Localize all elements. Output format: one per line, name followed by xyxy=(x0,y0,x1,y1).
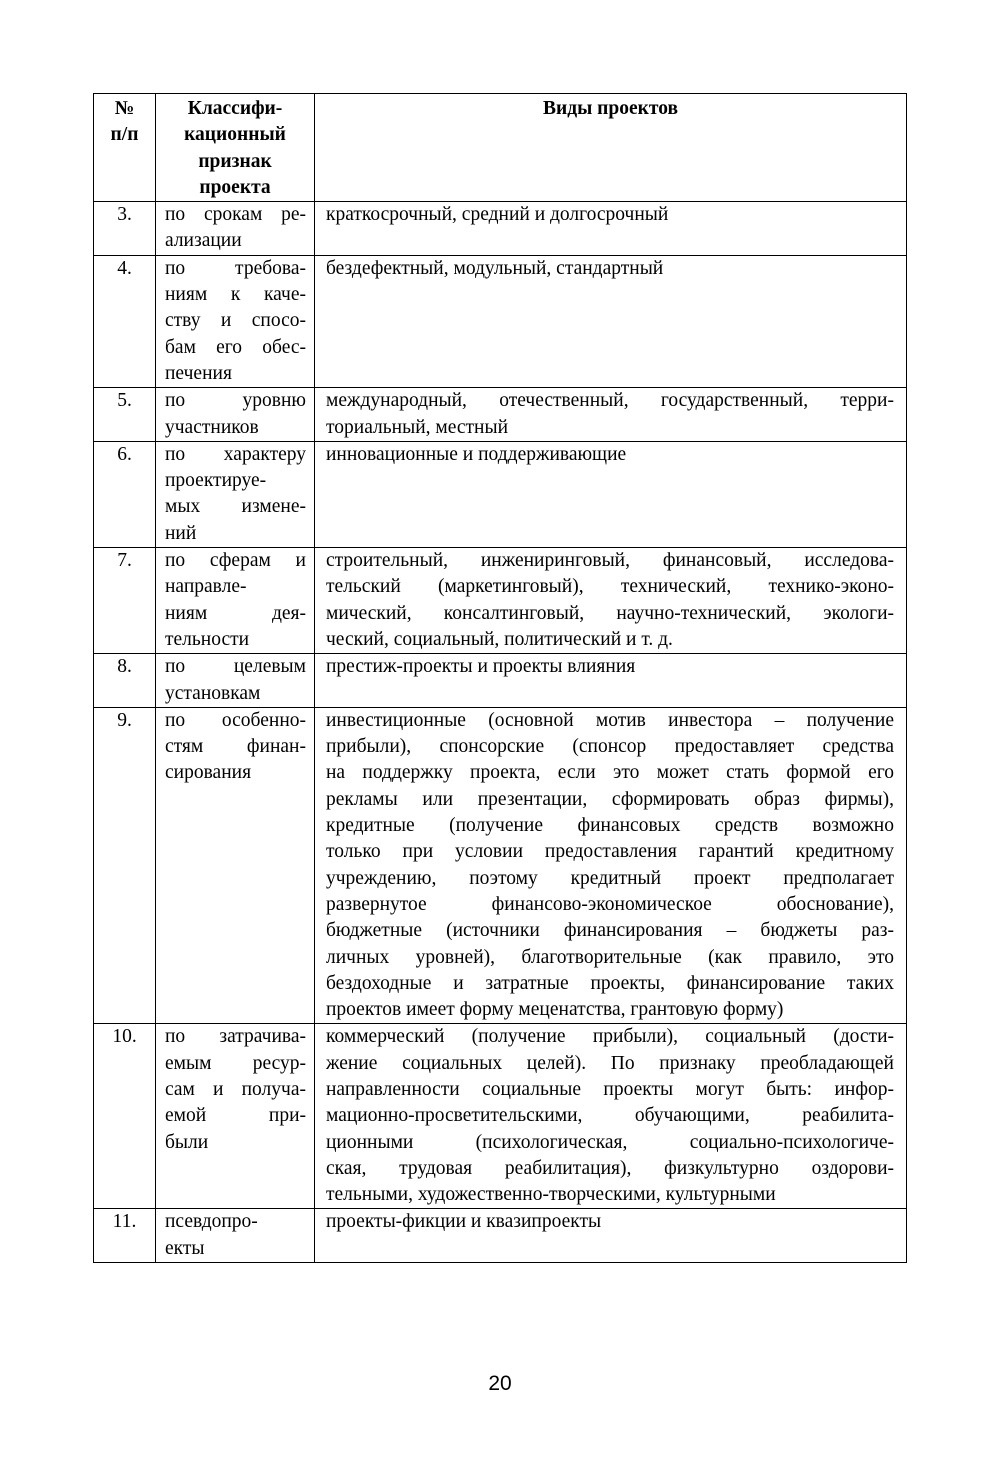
table-row xyxy=(94,1209,907,1263)
types-line: строительный, инжениринговый, финансовый, исследова- xyxy=(326,550,894,572)
criterion-line: стям финан- xyxy=(165,736,306,758)
row-criterion xyxy=(156,441,315,547)
types-line: тельными, художественно-творческими, культурными xyxy=(326,1184,776,1206)
row-criterion xyxy=(156,1024,315,1209)
criterion-line: по срокам ре- xyxy=(165,204,306,226)
criterion-line: ализации xyxy=(165,230,242,252)
criterion-line: сирования xyxy=(165,762,252,784)
criterion-line: екты xyxy=(165,1237,205,1259)
table-row xyxy=(94,255,907,387)
types-line: краткосрочный, средний и долгосрочный xyxy=(326,204,669,226)
row-criterion xyxy=(156,707,315,1024)
row-project-types xyxy=(315,202,907,256)
types-line: мический, консалтинговый, научно-технический, экологи- xyxy=(326,602,894,624)
types-line: международный, отечественный, государственный, терри- xyxy=(326,390,894,412)
criterion-line: проектируе- xyxy=(165,470,267,492)
types-line: кредитные (получение финансовых средств возможно xyxy=(326,815,894,837)
criterion-line: по характеру xyxy=(165,443,306,465)
criterion-line: ству и спосо- xyxy=(165,310,306,332)
classification-table xyxy=(93,93,907,1263)
types-line: бюджетные (источники финансирования – бюджеты раз- xyxy=(326,920,894,942)
header-criterion-line: Классифи- xyxy=(187,98,283,119)
table-row xyxy=(94,388,907,442)
types-line: личных уровней), благотворительные (как правило, это xyxy=(326,946,894,968)
row-project-types xyxy=(315,1209,907,1263)
criterion-line: печения xyxy=(165,362,232,384)
row-number: 10. xyxy=(94,1024,156,1209)
criterion-line: емым ресур- xyxy=(165,1052,306,1074)
row-criterion xyxy=(156,654,315,708)
criterion-line: ниям к каче- xyxy=(165,284,306,306)
types-line: ционными (психологическая, социально-психологиче- xyxy=(326,1131,894,1153)
types-line: жение социальных целей). По признаку преобладающей xyxy=(326,1052,894,1074)
types-line: инвестиционные (основной мотив инвестора – получение xyxy=(326,709,894,731)
row-number: 8. xyxy=(94,654,156,708)
row-number: 5. xyxy=(94,388,156,442)
table-row xyxy=(94,202,907,256)
row-project-types xyxy=(315,255,907,387)
criterion-line: участников xyxy=(165,416,259,438)
types-line: на поддержку проекта, если это может стать формой его xyxy=(326,762,894,784)
row-criterion xyxy=(156,548,315,654)
row-project-types xyxy=(315,441,907,547)
header-criterion-line: кационный xyxy=(184,124,286,146)
criterion-line: по затрачива- xyxy=(165,1026,306,1048)
row-criterion xyxy=(156,202,315,256)
row-criterion xyxy=(156,1209,315,1263)
types-line: ческий, социальный, политический и т. д. xyxy=(326,628,673,650)
types-line: ториальный, местный xyxy=(326,416,509,438)
types-line: направленности социальные проекты могут быть: инфор- xyxy=(326,1078,894,1100)
types-line: бездоходные и затратные проекты, финансирование таких xyxy=(326,972,894,994)
criterion-line: емой при- xyxy=(165,1105,306,1127)
criterion-line: по требова- xyxy=(165,257,306,279)
criterion-line: по уровню xyxy=(165,390,306,412)
criterion-line: тельности xyxy=(165,628,250,650)
row-project-types xyxy=(315,654,907,708)
header-criterion-line: проекта xyxy=(199,176,271,198)
criterion-line: направле- xyxy=(165,576,247,598)
criterion-line: сам и получа- xyxy=(165,1078,306,1100)
row-criterion xyxy=(156,255,315,387)
page-number: 20 xyxy=(488,1372,512,1395)
row-project-types xyxy=(315,388,907,442)
header-criterion xyxy=(156,94,315,202)
criterion-line: были xyxy=(165,1131,209,1153)
row-number: 11. xyxy=(94,1209,156,1263)
table-row xyxy=(94,441,907,547)
row-number: 6. xyxy=(94,441,156,547)
types-line: бездефектный, модульный, стандартный xyxy=(326,257,664,279)
header-row xyxy=(94,94,907,202)
row-number: 7. xyxy=(94,548,156,654)
row-criterion xyxy=(156,388,315,442)
header-types-line: Виды проектов xyxy=(542,98,679,119)
table-row xyxy=(94,654,907,708)
criterion-line: псевдопро- xyxy=(165,1211,258,1233)
types-line: проектов имеет форму меценатства, грантовую форму) xyxy=(326,999,784,1021)
types-line: тельский (маркетинговый), технический, технико-эконо- xyxy=(326,576,894,598)
table-body xyxy=(94,202,907,1263)
row-project-types xyxy=(315,1024,907,1209)
types-line: рекламы или презентации, сформировать образ фирмы), xyxy=(326,788,894,810)
criterion-line: ниям дея- xyxy=(165,602,306,624)
criterion-line: по сферам и xyxy=(165,550,306,572)
table-row xyxy=(94,548,907,654)
criterion-line: по особенно- xyxy=(165,709,306,731)
row-project-types xyxy=(315,707,907,1024)
table-row xyxy=(94,707,907,1024)
table-row xyxy=(94,1024,907,1209)
header-num-line: п/п xyxy=(110,124,139,146)
header-types xyxy=(315,94,907,202)
criterion-line: мых измене- xyxy=(165,496,306,518)
row-number: 3. xyxy=(94,202,156,256)
row-number: 9. xyxy=(94,707,156,1024)
types-line: ская, трудовая реабилитация), физкультурно оздорови- xyxy=(326,1157,894,1179)
types-line: коммерческий (получение прибыли), социальный (дости- xyxy=(326,1026,894,1048)
header-num xyxy=(94,94,156,202)
types-line: престиж-проекты и проекты влияния xyxy=(326,656,636,678)
row-project-types xyxy=(315,548,907,654)
types-line: учреждению, поэтому кредитный проект предполагает xyxy=(326,867,894,889)
header-num-line: № xyxy=(114,98,135,119)
criterion-line: бам его обес- xyxy=(165,336,306,358)
types-line: только при условии предоставления гарантий кредитному xyxy=(326,841,894,863)
table-header xyxy=(94,94,907,202)
types-line: прибыли), спонсорские (спонсор предоставляет средства xyxy=(326,736,894,758)
types-line: инновационные и поддерживающие xyxy=(326,443,627,465)
row-number: 4. xyxy=(94,255,156,387)
criterion-line: ний xyxy=(165,522,197,544)
types-line: развернутое финансово-экономическое обоснование), xyxy=(326,893,894,915)
types-line: мационно-просветительскими, обучающими, реабилита- xyxy=(326,1105,894,1127)
header-criterion-line: признак xyxy=(198,150,272,172)
criterion-line: установкам xyxy=(165,682,261,704)
types-line: проекты-фикции и квазипроекты xyxy=(326,1211,602,1233)
criterion-line: по целевым xyxy=(165,656,306,678)
